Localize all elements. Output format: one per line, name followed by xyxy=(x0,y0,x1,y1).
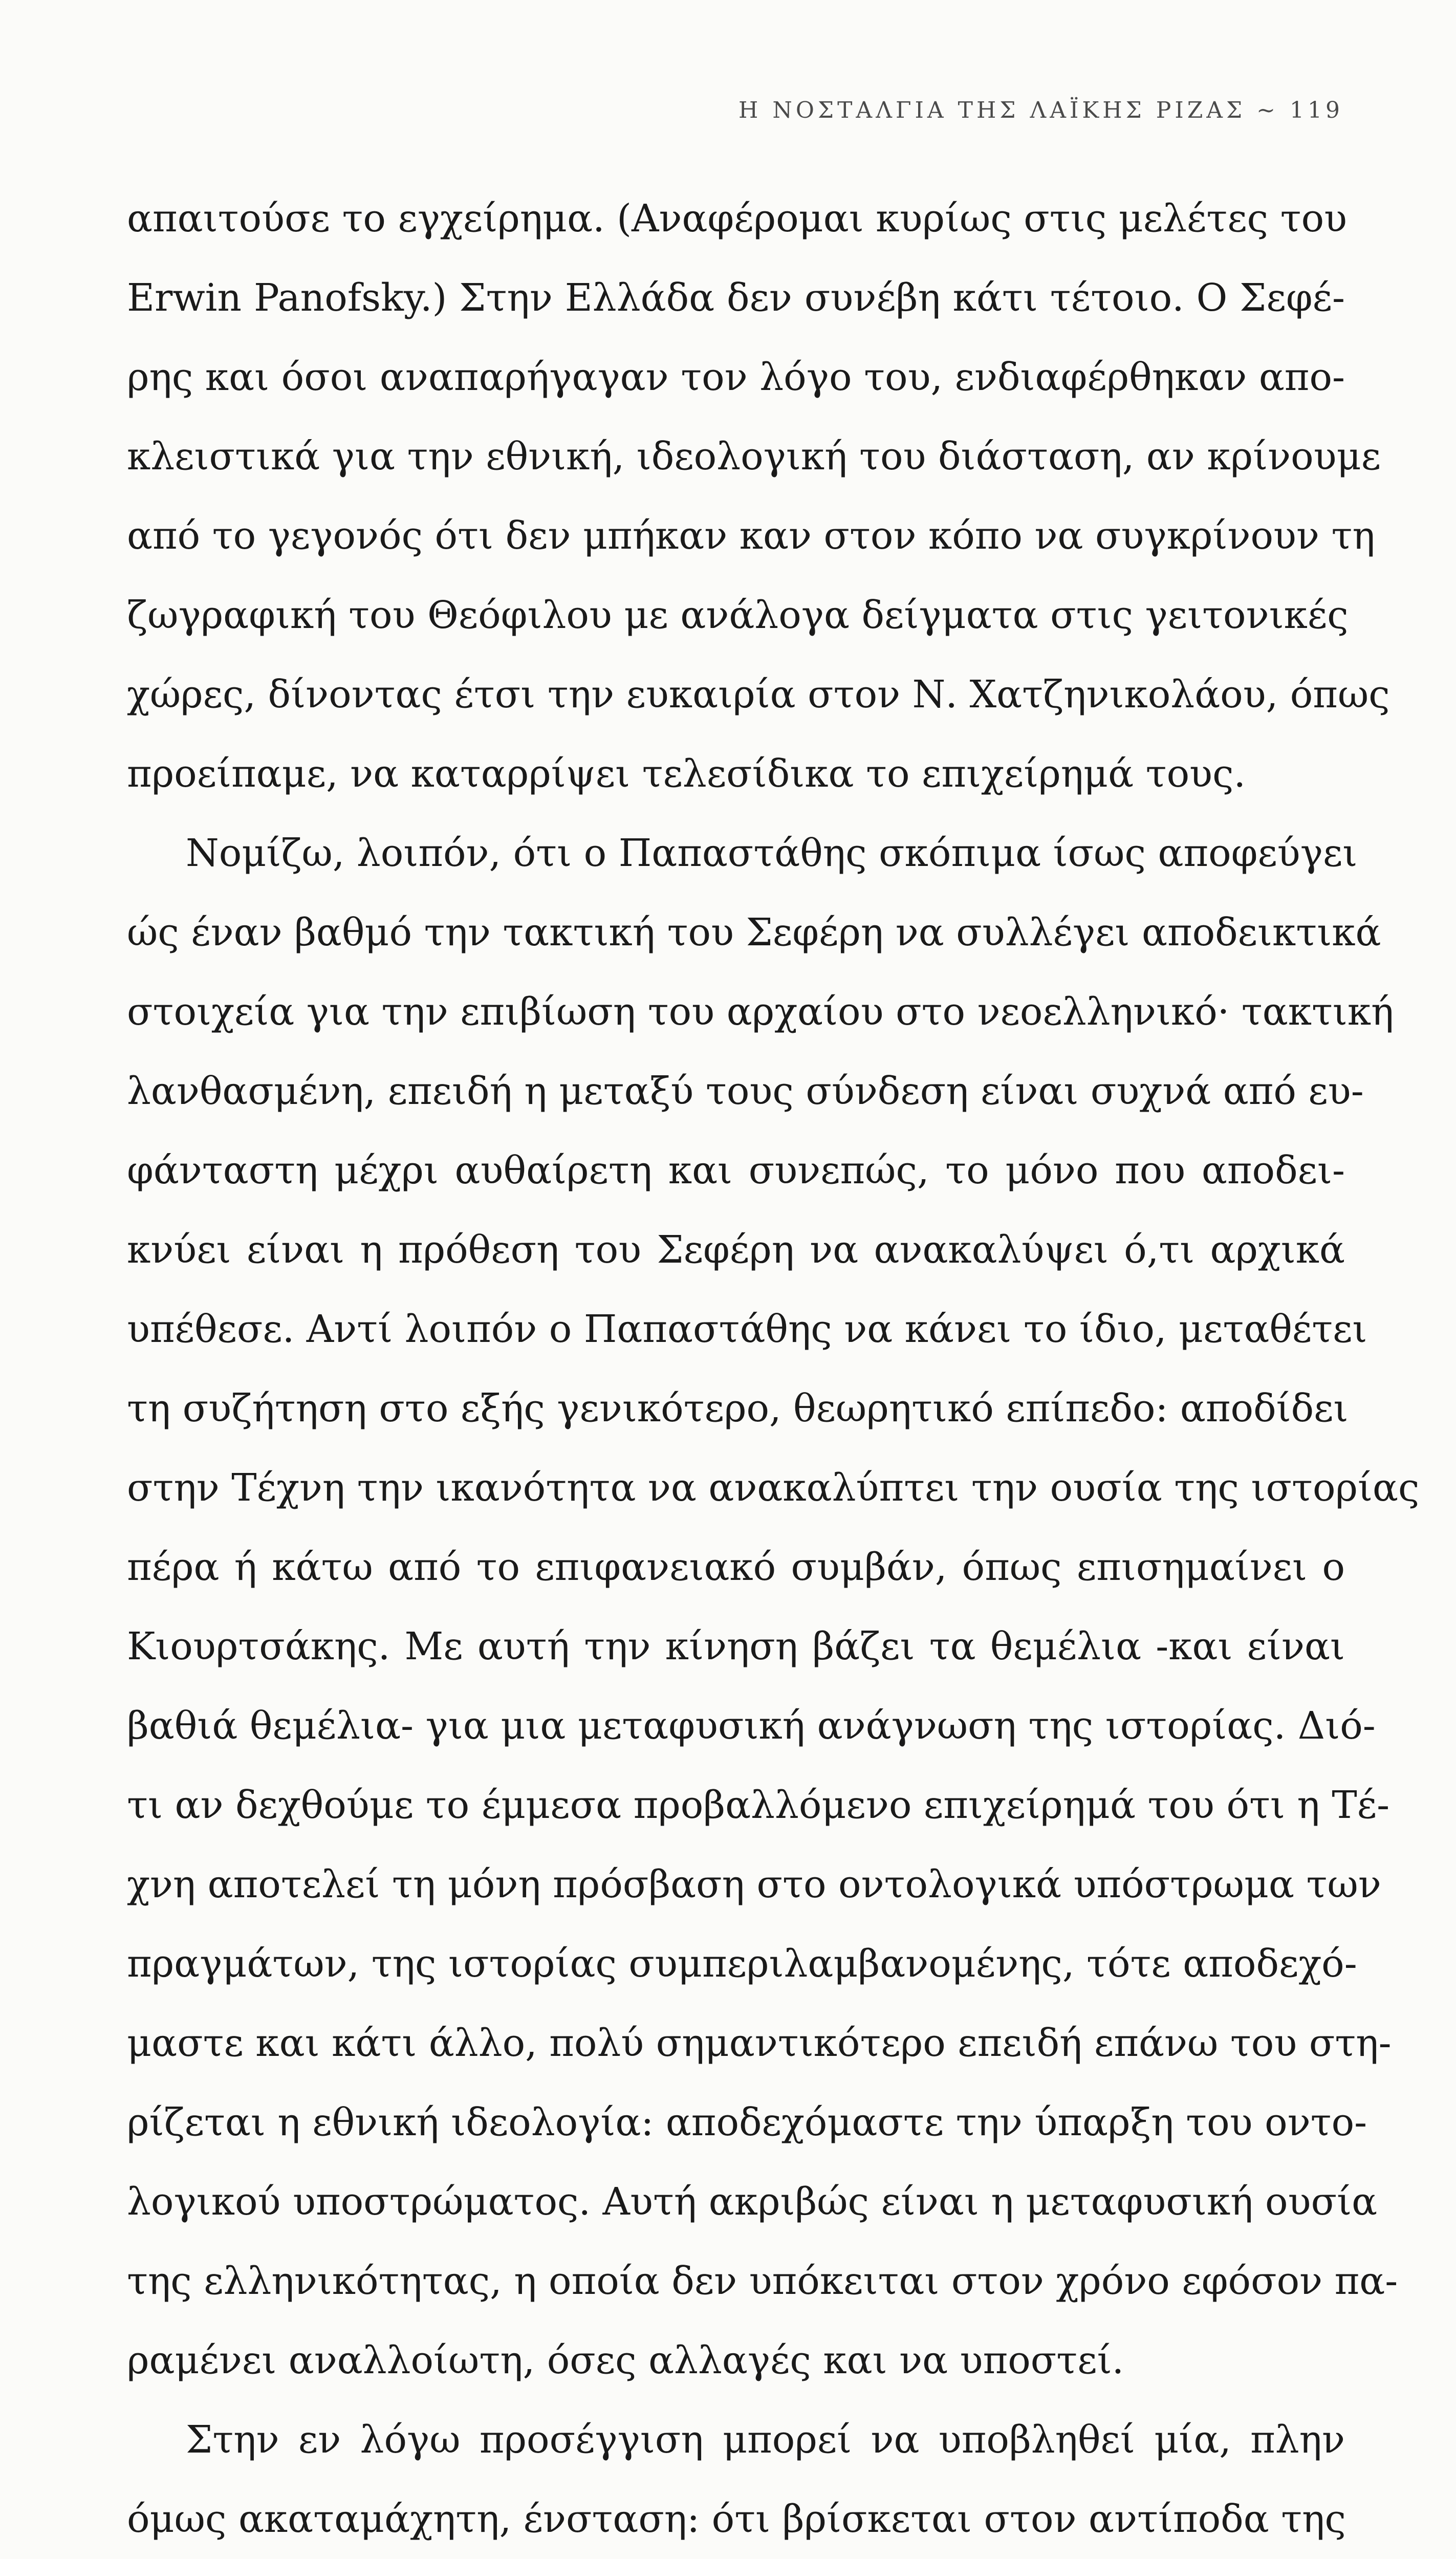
text-line: τι αν δεχθούμε το έμμεσα προβαλλόμενο επιχείρημά του ότι η Τέ- xyxy=(127,1783,1390,1827)
text-line: στοιχεία για την επιβίωση του αρχαίου στο νεοελληνικό· τακτική xyxy=(127,990,1394,1034)
text-line: όμως ακαταμάχητη, ένσταση: ότι βρίσκεται στον αντίποδα της xyxy=(127,2497,1346,2541)
text-line: ζωγραφική του Θεόφιλου με ανάλογα δείγματα στις γειτονικές xyxy=(127,593,1349,637)
text-line: ώς έναν βαθμό την τακτική του Σεφέρη να συλλέγει αποδεικτικά xyxy=(127,910,1381,955)
text-line: ρης και όσοι αναπαρήγαγαν τον λόγο του, ενδιαφέρθηκαν απο- xyxy=(127,355,1345,399)
text-line: χώρες, δίνοντας έτσι την ευκαιρία στον Ν. Χατζηνικολάου, όπως xyxy=(127,673,1390,717)
text-line: Στην εν λόγω προσέγγιση μπορεί να υποβληθεί μία, πλην xyxy=(186,2418,1345,2462)
text-line: προείπαμε, να καταρρίψει τελεσίδικα το επιχείρημά τους. xyxy=(127,752,1246,796)
text-line: μαστε και κάτι άλλο, πολύ σημαντικότερο επειδή επάνω του στη- xyxy=(127,2021,1392,2065)
text-line: της ελληνικότητας, η οποία δεν υπόκειται στον χρόνο εφόσον πα- xyxy=(127,2259,1398,2303)
text-line: στην Τέχνη την ικανότητα να ανακαλύπτει την ουσία της ιστορίας xyxy=(127,1466,1420,1510)
text-line: Erwin Panofsky.) Στην Ελλάδα δεν συνέβη κάτι τέτοιο. Ο Σεφέ- xyxy=(127,276,1345,320)
text-line: από το γεγονός ότι δεν μπήκαν καν στον κόπο να συγκρίνουν τη xyxy=(127,514,1375,558)
text-line: Νομίζω, λοιπόν, ότι ο Παπαστάθης σκόπιμα ίσως αποφεύγει xyxy=(186,831,1358,875)
text-line: απαιτούσε το εγχείρημα. (Αναφέρομαι κυρίως στις μελέτες του xyxy=(127,197,1348,241)
text-line: πραγμάτων, της ιστορίας συμπεριλαμβανομένης, τότε αποδεχό- xyxy=(127,1942,1357,1986)
text-line: ραμένει αναλλοίωτη, όσες αλλαγές και να υποστεί. xyxy=(127,2338,1124,2382)
text-line: πέρα ή κάτω από το επιφανειακό συμβάν, όπως επισημαίνει ο xyxy=(127,1545,1345,1589)
text-line: λογικού υποστρώματος. Αυτή ακριβώς είναι η μεταφυσική ουσία xyxy=(127,2180,1378,2224)
text-line: φάνταστη μέχρι αυθαίρετη και συνεπώς, το μόνο που αποδει- xyxy=(127,1148,1345,1192)
text-line: χνη αποτελεί τη μόνη πρόσβαση στο οντολογικά υπόστρωμα των xyxy=(127,1862,1381,1906)
text-line: βαθιά θεμέλια- για μια μεταφυσική ανάγνωση της ιστορίας. Διό- xyxy=(127,1704,1376,1748)
text-line: ρίζεται η εθνική ιδεολογία: αποδεχόμαστε την ύπαρξη του οντο- xyxy=(127,2100,1367,2144)
body-text xyxy=(127,179,1420,2559)
text-line: λανθασμένη, επειδή η μεταξύ τους σύνδεση είναι συχνά από ευ- xyxy=(127,1069,1364,1113)
text-line: κνύει είναι η πρόθεση του Σεφέρη να ανακαλύψει ό,τι αρχικά xyxy=(127,1228,1345,1272)
text-line: υπέθεσε. Αντί λοιπόν ο Παπαστάθης να κάνει το ίδιο, μεταθέτει xyxy=(127,1307,1367,1351)
text-line: κλειστικά για την εθνική, ιδεολογική του διάσταση, αν κρίνουμε xyxy=(127,435,1381,479)
text-line: τη συζήτηση στο εξής γενικότερο, θεωρητικό επίπεδο: αποδίδει xyxy=(127,1386,1349,1430)
running-header: Η ΝΟΣΤΑΛΓΙΑ ΤΗΣ ΛΑΪΚΗΣ ΡΙΖΑΣ ~ 119 xyxy=(738,97,1343,123)
text-line: Κιουρτσάκης. Με αυτή την κίνηση βάζει τα θεμέλια -και είναι xyxy=(127,1624,1345,1668)
